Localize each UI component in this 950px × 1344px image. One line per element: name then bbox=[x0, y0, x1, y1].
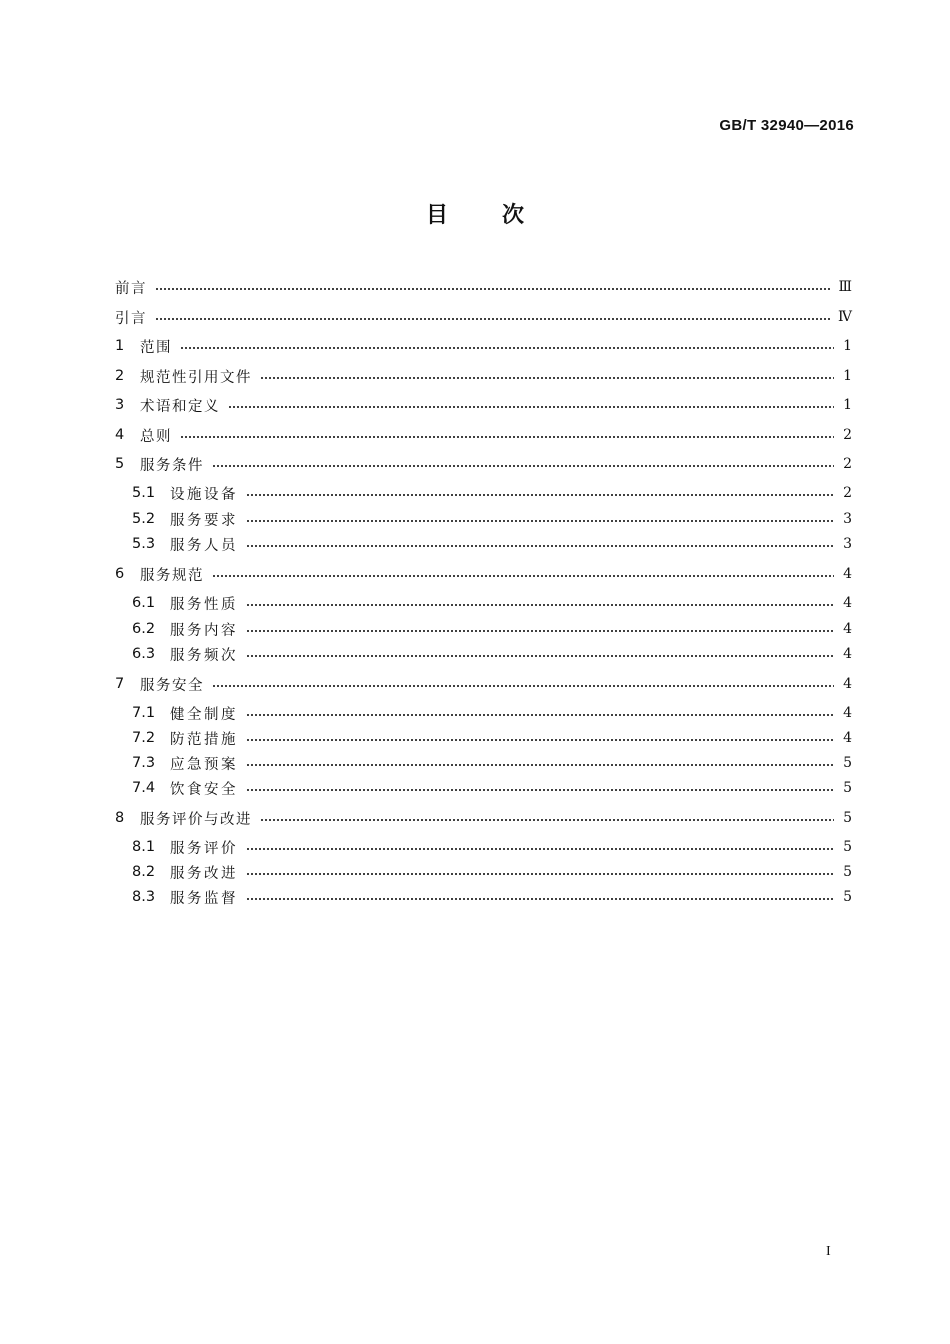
toc-entry-label: 总则 bbox=[140, 428, 172, 445]
toc-entry-number: 3 bbox=[115, 397, 125, 413]
toc-leader-dots bbox=[260, 819, 834, 821]
toc-entry[interactable] bbox=[132, 643, 852, 665]
toc-leader-dots bbox=[212, 465, 834, 467]
toc-entry-page: 4 bbox=[843, 595, 852, 611]
toc-entry-number: 5 bbox=[115, 456, 125, 472]
toc-entry-number: 5.2 bbox=[132, 511, 156, 527]
toc-leader-dots bbox=[246, 764, 834, 766]
toc-entry-label: 服务规范 bbox=[140, 567, 204, 584]
toc-entry[interactable] bbox=[115, 365, 852, 387]
toc-entry-number: 8.2 bbox=[132, 864, 156, 880]
toc-entry-number: 2 bbox=[115, 368, 125, 384]
toc-entry-page: 5 bbox=[843, 889, 852, 905]
toc-entry-page: 4 bbox=[843, 621, 852, 637]
toc-leader-dots bbox=[246, 898, 834, 900]
toc-entry-number: 4 bbox=[115, 427, 125, 443]
toc-entry[interactable] bbox=[132, 752, 852, 774]
toc-entry-page: 4 bbox=[843, 730, 852, 746]
toc-entry-label: 术语和定义 bbox=[140, 398, 220, 415]
toc-entry-label: 服务改进 bbox=[170, 865, 238, 882]
toc-entry[interactable] bbox=[115, 424, 852, 446]
toc-entry-page: Ⅲ bbox=[838, 279, 852, 295]
toc-entry-label: 服务条件 bbox=[140, 457, 204, 474]
toc-entry-page: 1 bbox=[843, 368, 852, 384]
toc-entry-page: 5 bbox=[843, 810, 852, 826]
toc-leader-dots bbox=[212, 575, 834, 577]
toc-leader-dots bbox=[228, 406, 834, 408]
toc-entry-page: 2 bbox=[843, 427, 852, 443]
toc-entry[interactable] bbox=[132, 727, 852, 749]
toc-entry-page: 5 bbox=[843, 780, 852, 796]
toc-entry-number: 6 bbox=[115, 566, 125, 582]
toc-entry-label: 应急预案 bbox=[170, 756, 238, 773]
toc-entry-label: 防范措施 bbox=[170, 731, 238, 748]
toc-entry-label: 服务频次 bbox=[170, 647, 238, 664]
toc-leader-dots bbox=[180, 436, 834, 438]
toc-entry-number: 7 bbox=[115, 676, 125, 692]
toc-entry-label: 健全制度 bbox=[170, 706, 238, 723]
toc-entry-number: 5.1 bbox=[132, 485, 156, 501]
toc-entry-page: 2 bbox=[843, 456, 852, 472]
toc-entry[interactable] bbox=[115, 306, 852, 328]
toc-entry-number: 6.2 bbox=[132, 621, 156, 637]
toc-entry[interactable] bbox=[132, 618, 852, 640]
toc-entry-number: 8 bbox=[115, 810, 125, 826]
toc-entry-label: 服务要求 bbox=[170, 512, 238, 529]
toc-entry[interactable] bbox=[132, 886, 852, 908]
toc-leader-dots bbox=[155, 288, 830, 290]
toc-entry-page: 5 bbox=[843, 864, 852, 880]
toc-entry-label: 规范性引用文件 bbox=[140, 369, 252, 386]
toc-leader-dots bbox=[246, 630, 834, 632]
toc-entry[interactable] bbox=[115, 276, 852, 298]
toc-entry-label: 引言 bbox=[115, 310, 147, 327]
toc-entry-page: Ⅳ bbox=[838, 309, 852, 325]
toc-leader-dots bbox=[246, 848, 834, 850]
toc-entry-label: 前言 bbox=[115, 280, 147, 297]
toc-entry-label: 服务评价与改进 bbox=[140, 811, 252, 828]
toc-entry-page: 3 bbox=[843, 536, 852, 552]
toc-entry-page: 4 bbox=[843, 676, 852, 692]
toc-entry-label: 服务人员 bbox=[170, 537, 238, 554]
toc-entry-number: 8.1 bbox=[132, 839, 156, 855]
toc-leader-dots bbox=[246, 494, 834, 496]
toc-entry[interactable] bbox=[132, 861, 852, 883]
toc-entry-number: 5.3 bbox=[132, 536, 156, 552]
footer-page-number: I bbox=[826, 1244, 831, 1259]
toc-entry[interactable] bbox=[115, 673, 852, 695]
toc-leader-dots bbox=[246, 604, 834, 606]
toc-leader-dots bbox=[246, 545, 834, 547]
toc-leader-dots bbox=[212, 685, 834, 687]
toc-entry-number: 7.2 bbox=[132, 730, 156, 746]
toc-entry-number: 7.1 bbox=[132, 705, 156, 721]
toc-entry-label: 服务安全 bbox=[140, 677, 204, 694]
toc-entry-page: 1 bbox=[843, 338, 852, 354]
toc-entry-label: 服务内容 bbox=[170, 622, 238, 639]
toc-entry[interactable] bbox=[115, 335, 852, 357]
toc-entry[interactable] bbox=[132, 592, 852, 614]
toc-entry-page: 5 bbox=[843, 755, 852, 771]
toc-entry[interactable] bbox=[115, 453, 852, 475]
toc-leader-dots bbox=[246, 655, 834, 657]
toc-entry-number: 6.3 bbox=[132, 646, 156, 662]
toc-entry[interactable] bbox=[132, 482, 852, 504]
toc-entry-number: 7.3 bbox=[132, 755, 156, 771]
toc-entry-number: 6.1 bbox=[132, 595, 156, 611]
toc-leader-dots bbox=[246, 739, 834, 741]
standard-code: GB/T 32940—2016 bbox=[719, 117, 854, 134]
toc-entry[interactable] bbox=[115, 807, 852, 829]
toc-entry-page: 4 bbox=[843, 646, 852, 662]
toc-entry-number: 8.3 bbox=[132, 889, 156, 905]
toc-entry-label: 服务评价 bbox=[170, 840, 238, 857]
toc-entry[interactable] bbox=[115, 563, 852, 585]
toc-entry-label: 服务监督 bbox=[170, 890, 238, 907]
toc-entry[interactable] bbox=[132, 836, 852, 858]
toc-leader-dots bbox=[246, 714, 834, 716]
toc-entry[interactable] bbox=[132, 533, 852, 555]
toc-entry[interactable] bbox=[132, 702, 852, 724]
toc-entry[interactable] bbox=[132, 777, 852, 799]
toc-entry-page: 4 bbox=[843, 566, 852, 582]
toc-entry-label: 服务性质 bbox=[170, 596, 238, 613]
toc-leader-dots bbox=[155, 318, 830, 320]
toc-entry-label: 饮食安全 bbox=[170, 781, 238, 798]
toc-leader-dots bbox=[246, 520, 834, 522]
toc-entry-page: 2 bbox=[843, 485, 852, 501]
toc-leader-dots bbox=[180, 347, 834, 349]
toc-entry-page: 3 bbox=[843, 511, 852, 527]
page-title: 目次 bbox=[425, 203, 578, 228]
toc-entry-label: 设施设备 bbox=[170, 486, 238, 503]
toc-entry-number: 1 bbox=[115, 338, 125, 354]
toc-entry-page: 4 bbox=[843, 705, 852, 721]
toc-entry-page: 1 bbox=[843, 397, 852, 413]
toc-leader-dots bbox=[260, 377, 834, 379]
toc-leader-dots bbox=[246, 873, 834, 875]
toc-entry-label: 范围 bbox=[140, 339, 172, 356]
toc-entry[interactable] bbox=[115, 394, 852, 416]
toc-entry[interactable] bbox=[132, 508, 852, 530]
toc-leader-dots bbox=[246, 789, 834, 791]
toc-entry-page: 5 bbox=[843, 839, 852, 855]
toc-entry-number: 7.4 bbox=[132, 780, 156, 796]
